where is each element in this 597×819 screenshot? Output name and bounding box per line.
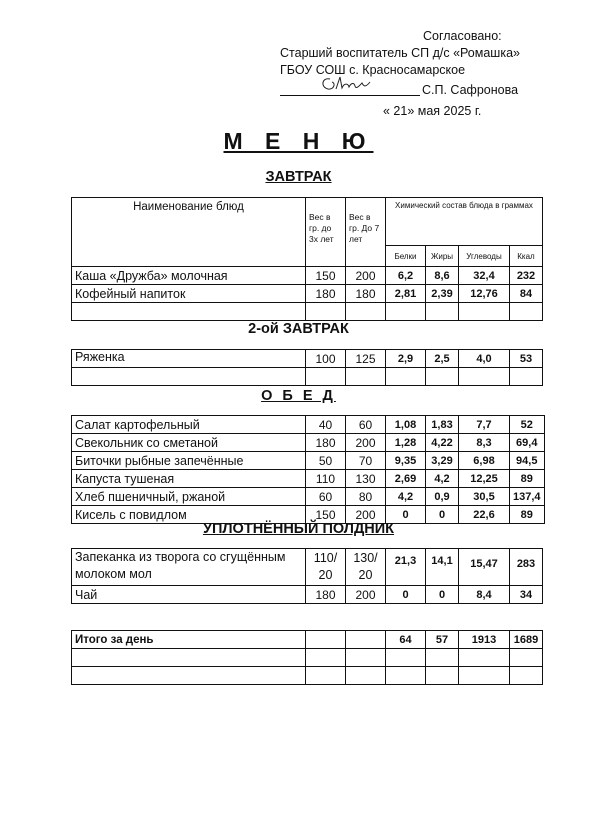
fat: 1,83: [426, 416, 459, 434]
approval-heading: Согласовано:: [423, 29, 502, 43]
total-table: [71, 630, 543, 685]
weight-7: 200: [346, 586, 386, 604]
total-fat: 57: [426, 631, 459, 649]
kcal: 69,4: [510, 434, 545, 452]
carbs: 4,0: [459, 350, 510, 368]
table-row-empty: [72, 667, 543, 685]
weight-7: 200: [346, 434, 386, 452]
table-row: [72, 470, 545, 488]
kcal: 34: [510, 586, 543, 604]
protein: 0: [386, 506, 426, 524]
weight-3: 40: [306, 416, 346, 434]
dish-name: Чай: [72, 586, 306, 604]
protein: 6,2: [386, 267, 426, 285]
table-row-empty: [72, 303, 543, 321]
column-header-fat: Жиры: [426, 246, 459, 267]
approval-date: « 21» мая 2025 г.: [383, 104, 482, 118]
weight-3: 180: [306, 434, 346, 452]
column-header-name: Наименование блюд: [72, 198, 306, 267]
breakfast-table: [71, 197, 543, 321]
page-title: М Е Н Ю: [223, 128, 374, 154]
table-row: [72, 549, 543, 586]
second-breakfast-table: [71, 349, 543, 386]
fat: 8,6: [426, 267, 459, 285]
protein: 21,3: [386, 549, 426, 586]
kcal: 89: [510, 470, 545, 488]
protein: 9,35: [386, 452, 426, 470]
table-row: [72, 416, 545, 434]
weight-7: 130/ 20: [346, 549, 386, 586]
weight-3: 180: [306, 586, 346, 604]
approval-organization: ГБОУ СОШ с. Красносамарское: [280, 63, 466, 77]
fat: 0: [426, 586, 459, 604]
weight-7: 180: [346, 285, 386, 303]
kcal: 137,4: [510, 488, 545, 506]
approval-position: Старший воспитатель СП д/с «Ромашка»: [280, 46, 520, 60]
weight-3: 50: [306, 452, 346, 470]
dish-name: Биточки рыбные запечённые: [72, 452, 306, 470]
table-row: [72, 267, 543, 285]
dish-name: Ряженка: [72, 350, 306, 368]
weight-3: 180: [306, 285, 346, 303]
kcal: 84: [510, 285, 543, 303]
total-row: [72, 631, 543, 649]
carbs: 7,7: [459, 416, 510, 434]
column-header-protein: Белки: [386, 246, 426, 267]
fat: 2,39: [426, 285, 459, 303]
dish-name: Капуста тушеная: [72, 470, 306, 488]
column-header-kcal: Ккал: [510, 246, 543, 267]
protein: 2,9: [386, 350, 426, 368]
column-header-carbs: Углеводы: [459, 246, 510, 267]
carbs: 8,3: [459, 434, 510, 452]
weight-3: 100: [306, 350, 346, 368]
dish-name: Хлеб пшеничный, ржаной: [72, 488, 306, 506]
weight-3: 60: [306, 488, 346, 506]
lunch-table: [71, 415, 545, 524]
weight-3: 110/ 20: [306, 549, 346, 586]
protein: 2,81: [386, 285, 426, 303]
protein: 1,28: [386, 434, 426, 452]
carbs: 30,5: [459, 488, 510, 506]
fat: 3,29: [426, 452, 459, 470]
table-row: [72, 350, 543, 368]
weight-7: 70: [346, 452, 386, 470]
weight-3: 150: [306, 267, 346, 285]
column-header-weight-7: Вес в гр. До 7 лет: [346, 198, 386, 267]
weight-7: 80: [346, 488, 386, 506]
protein: 0: [386, 586, 426, 604]
weight-3: 110: [306, 470, 346, 488]
weight-7: 60: [346, 416, 386, 434]
section-title-snack: УПЛОТНЁННЫЙ ПОЛДНИК: [202, 521, 395, 537]
kcal: 94,5: [510, 452, 545, 470]
total-label: Итого за день: [72, 631, 306, 649]
signature-row: [280, 79, 520, 99]
fat: 14,1: [426, 549, 459, 586]
kcal: 283: [510, 549, 543, 586]
weight-7: 200: [346, 267, 386, 285]
carbs: 6,98: [459, 452, 510, 470]
dish-name: Кофейный напиток: [72, 285, 306, 303]
dish-name: Каша «Дружба» молочная: [72, 267, 306, 285]
total-kcal: 1689: [510, 631, 543, 649]
total-protein: 64: [386, 631, 426, 649]
approval-block: [280, 28, 520, 99]
section-title-lunch: О Б Е Д: [261, 388, 336, 404]
fat: 0: [426, 506, 459, 524]
table-row-empty: [72, 649, 543, 667]
column-header-chemical: Химический состав блюда в граммах: [386, 198, 543, 246]
carbs: 15,47: [459, 549, 510, 586]
protein: 2,69: [386, 470, 426, 488]
table-row: [72, 285, 543, 303]
kcal: 89: [510, 506, 545, 524]
weight-3: 150: [306, 506, 346, 524]
snack-table: [71, 548, 543, 604]
total-carbs: 1913: [459, 631, 510, 649]
weight-7: 130: [346, 470, 386, 488]
table-row: [72, 586, 543, 604]
column-header-weight-3: Вес в гр. до 3х лет: [306, 198, 346, 267]
dish-name: Салат картофельный: [72, 416, 306, 434]
kcal: 232: [510, 267, 543, 285]
carbs: 22,6: [459, 506, 510, 524]
carbs: 8,4: [459, 586, 510, 604]
section-title-breakfast: ЗАВТРАК: [265, 169, 332, 185]
kcal: 52: [510, 416, 545, 434]
table-row: [72, 434, 545, 452]
protein: 4,2: [386, 488, 426, 506]
table-row: [72, 452, 545, 470]
signer-name: С.П. Сафронова: [422, 83, 519, 97]
weight-7: 125: [346, 350, 386, 368]
table-row-empty: [72, 368, 543, 386]
fat: 4,2: [426, 470, 459, 488]
weight-7: 200: [346, 506, 386, 524]
dish-name: Кисель с повидлом: [72, 506, 306, 524]
section-title-second-breakfast: 2-ой ЗАВТРАК: [248, 321, 349, 337]
handwritten-signature: [318, 73, 378, 97]
carbs: 12,76: [459, 285, 510, 303]
table-row: [72, 488, 545, 506]
dish-name: Запеканка из творога со сгущённым молоком мол: [72, 549, 306, 586]
dish-name: Свекольник со сметаной: [72, 434, 306, 452]
kcal: 53: [510, 350, 543, 368]
protein: 1,08: [386, 416, 426, 434]
fat: 0,9: [426, 488, 459, 506]
carbs: 12,25: [459, 470, 510, 488]
fat: 2,5: [426, 350, 459, 368]
carbs: 32,4: [459, 267, 510, 285]
fat: 4,22: [426, 434, 459, 452]
